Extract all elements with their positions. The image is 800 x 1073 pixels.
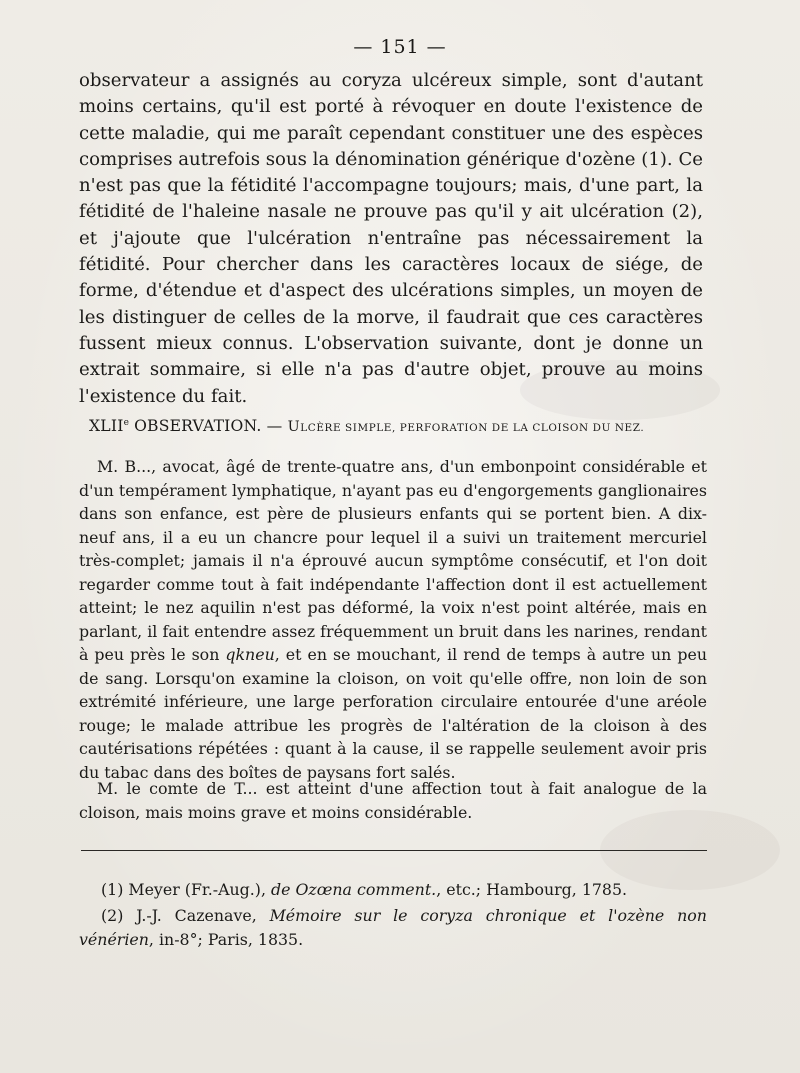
- observation-text-after: , et en se mouchant, il rend de temps à autre un peu de sang. Lorsqu'on examine la cloison, on voit qu'elle offre, non loin de son extrémité inférieure, une large perforation circulaire entourée d'une aréole rouge; le malade attribue les progrès de l'altération de la cloison à des cautérisations répétées : quant à la cause, il se rappelle seulement avoir pris du tabac dans des boîtes de paysans fort salés.: [79, 645, 707, 782]
- footnote-author: Meyer (Fr.-Aug.),: [128, 880, 271, 899]
- page-number-header: — 151 —: [353, 36, 447, 58]
- onomatopoeia-term: qkneu: [225, 645, 275, 664]
- footnote-title: Mémoire sur le coryza chronique et l'ozène non vénérien: [79, 906, 707, 949]
- observation-paragraph-2: M. le comte de T... est atteint d'une affection tout à fait analogue de la cloison, mais moins grave et moins considérable.: [79, 779, 707, 822]
- observation-heading: [89, 413, 709, 438]
- observation-number-suffix: e: [123, 418, 129, 428]
- footnote-author: J.-J. Cazenave,: [136, 906, 270, 925]
- observation-paragraph-1: [79, 455, 707, 784]
- footnote-1: [79, 878, 707, 902]
- footnote-details: , in-8°; Paris, 1835.: [148, 929, 304, 949]
- footnote-details: , etc.; Hambourg, 1785.: [436, 880, 628, 899]
- observation-text-before: M. B..., avocat, âgé de trente-quatre ans, d'un embonpoint considérable et d'un tempérament lymphatique, n'ayant pas eu d'engorgements ganglionaires dans son enfance, est père de plusieurs enfants qui se portent bien. A dix-neuf ans, il a eu un chancre pour lequel il a suivi un traitement mercuriel très-complet; jamais il n'a éprouvé aucun symptôme consécutif, et l'on doit regarder comme tout à fait indépendante l'affection dont il est actuellement atteint; le nez aquilin n'est pas déformé, la voix n'est point altérée, mais en parlant, il fait entendre assez fréquemment un bruit dans les narines, rendant à peu près le son: [79, 457, 707, 664]
- observation-label: OBSERVATION. —: [128, 416, 288, 435]
- footnote-2: [79, 904, 707, 951]
- observation-subtitle: ULCÈRE SIMPLE, PERFORATION DE LA CLOISON DU NEZ.: [287, 418, 645, 435]
- footnote-title: de Ozœna comment.: [271, 880, 437, 899]
- continuation-paragraph: observateur a assignés au coryza ulcéreux simple, sont d'autant moins certains, qu'il est porté à révoquer en doute l'existence de cette maladie, qui me paraît cependant constituer une des espèces comprises autrefois sous la dénomination générique d'ozène (1). Ce n'est pas que la fétidité l'accompagne toujours; mais, d'une part, la fétidité de l'haleine nasale ne prouve pas qu'il y ait ulcération (2), et j'ajoute que l'ulcération n'entraîne pas nécessairement la fétidité. Pour chercher dans les caractères locaux de siége, de forme, d'étendue et d'aspect des ulcérations simples, un moyen de les distinguer de celles de la morve, il faudrait que ces caractères fussent mieux connus. L'observation suivante, dont je donne un extrait sommaire, si elle n'a pas d'autre objet, prouve au moins l'existence du fait.: [79, 70, 703, 407]
- observation-number: XLII: [89, 416, 124, 435]
- footnote-marker: (1): [101, 880, 129, 899]
- footnote-marker: (2): [101, 906, 137, 925]
- observation-subtitle-rest: LCÈRE SIMPLE, PERFORATION DE LA CLOISON DU NEZ.: [300, 421, 645, 434]
- footnote-divider: [81, 850, 707, 851]
